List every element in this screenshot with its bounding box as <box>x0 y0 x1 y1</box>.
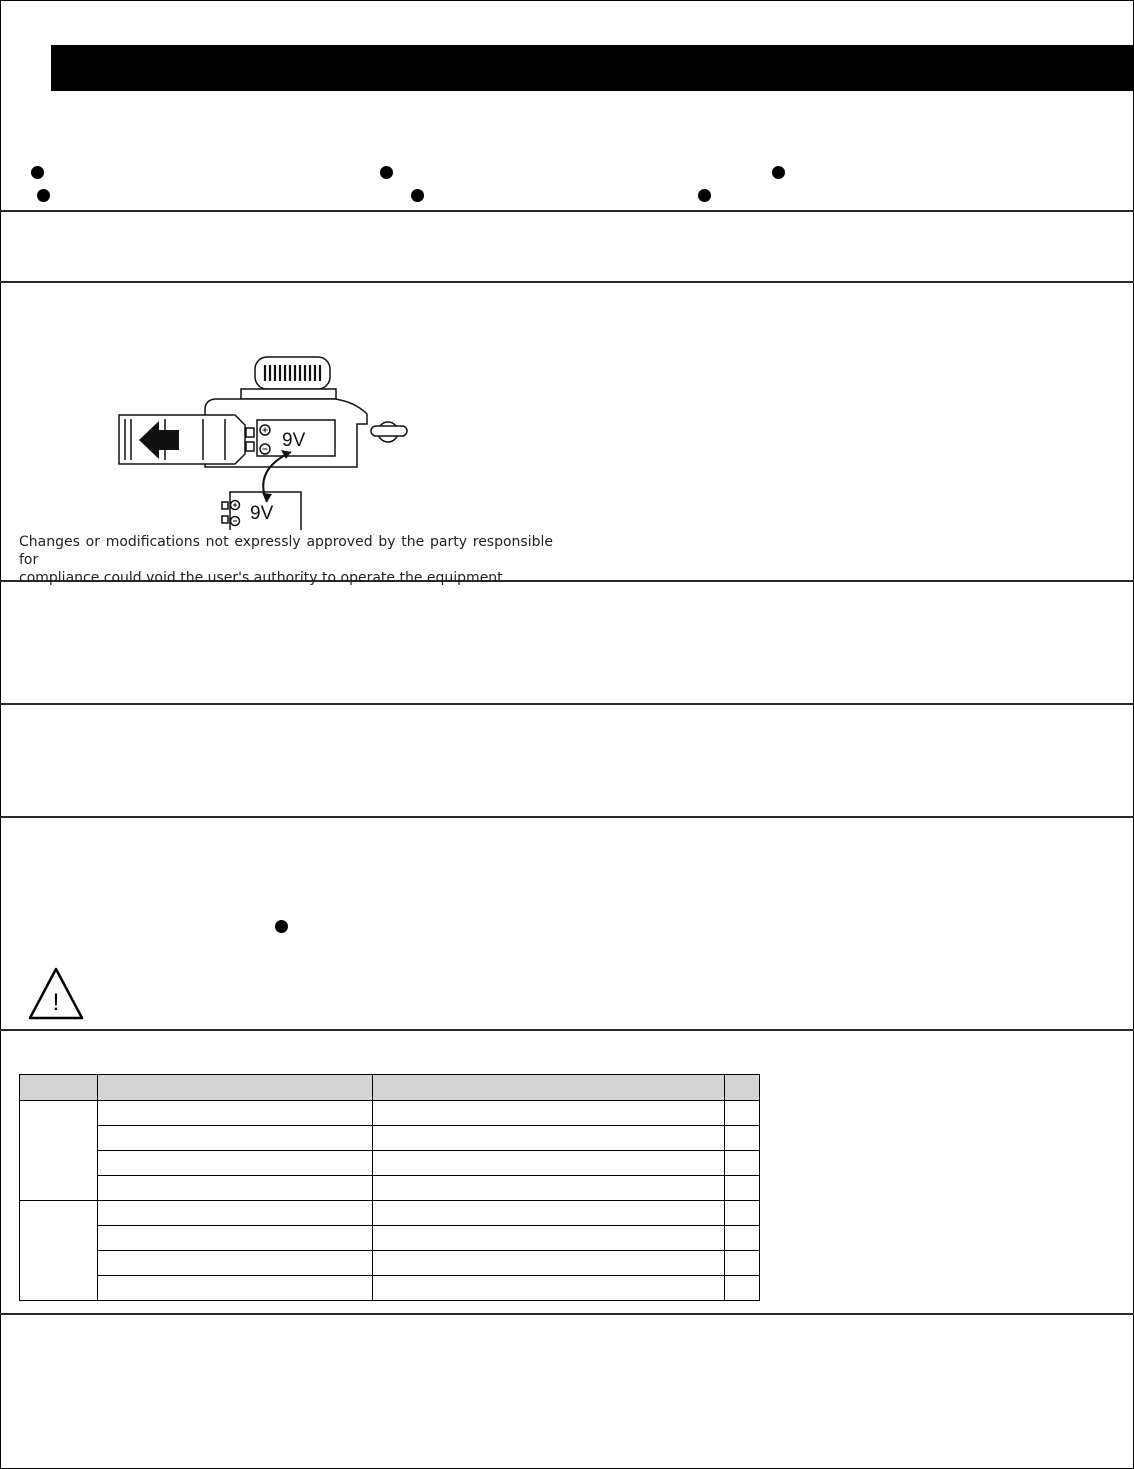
spec-table <box>19 1074 760 1301</box>
table-cell <box>725 1201 760 1226</box>
bullet-dot <box>698 189 711 202</box>
caption-line-2: compliance could void the user's authority to operate the equipment. <box>19 570 508 586</box>
section-divider <box>0 816 1134 818</box>
table-cell <box>372 1101 725 1126</box>
caption-line-1: Changes or modifications not expressly approved by the party responsible for <box>19 534 553 568</box>
table-cell <box>97 1101 372 1126</box>
table-cell <box>725 1176 760 1201</box>
section-divider <box>0 1029 1134 1031</box>
table-row <box>20 1151 760 1176</box>
battery-label-loose: 9V <box>250 503 274 524</box>
table-cell <box>97 1151 372 1176</box>
table-row <box>20 1226 760 1251</box>
warning-triangle-icon <box>27 966 85 1021</box>
title-bar <box>51 45 1134 91</box>
table-row <box>20 1276 760 1301</box>
bullet-dot <box>37 189 50 202</box>
table-row <box>20 1201 760 1226</box>
warning-glyph: ! <box>52 989 60 1016</box>
section-divider <box>0 1313 1134 1315</box>
table-cell <box>372 1176 725 1201</box>
section-divider <box>0 703 1134 705</box>
table-header-row <box>20 1075 760 1101</box>
table-header-cell <box>725 1075 760 1101</box>
table-cell <box>372 1251 725 1276</box>
table-cell <box>725 1226 760 1251</box>
table-cell <box>372 1226 725 1251</box>
table-header-cell <box>97 1075 372 1101</box>
table-row <box>20 1126 760 1151</box>
bullet-dot <box>380 166 393 179</box>
table-cell <box>97 1251 372 1276</box>
battery-label-device: 9V <box>282 430 306 451</box>
section-divider <box>0 281 1134 283</box>
table-row <box>20 1176 760 1201</box>
table-cell <box>97 1126 372 1151</box>
table-header-cell <box>20 1075 98 1101</box>
table-cell <box>97 1226 372 1251</box>
table-row <box>20 1101 760 1126</box>
table-cell <box>372 1151 725 1176</box>
section-divider <box>0 210 1134 212</box>
bullet-dot <box>772 166 785 179</box>
table-cell <box>725 1101 760 1126</box>
table-group-cell <box>20 1101 98 1201</box>
table-cell <box>725 1276 760 1301</box>
table-cell <box>372 1201 725 1226</box>
table-cell <box>372 1276 725 1301</box>
table-cell <box>372 1126 725 1151</box>
table-group-cell <box>20 1201 98 1301</box>
fcc-caption <box>19 533 553 587</box>
table-row <box>20 1251 760 1276</box>
table-cell <box>97 1176 372 1201</box>
table-header-cell <box>372 1075 725 1101</box>
table-cell <box>97 1276 372 1301</box>
table-cell <box>725 1151 760 1176</box>
bullet-dot <box>275 920 288 933</box>
bullet-dot <box>31 166 44 179</box>
table-cell <box>97 1201 372 1226</box>
table-cell <box>725 1251 760 1276</box>
battery-illustration <box>105 352 425 530</box>
bullet-dot <box>411 189 424 202</box>
table-cell <box>725 1126 760 1151</box>
